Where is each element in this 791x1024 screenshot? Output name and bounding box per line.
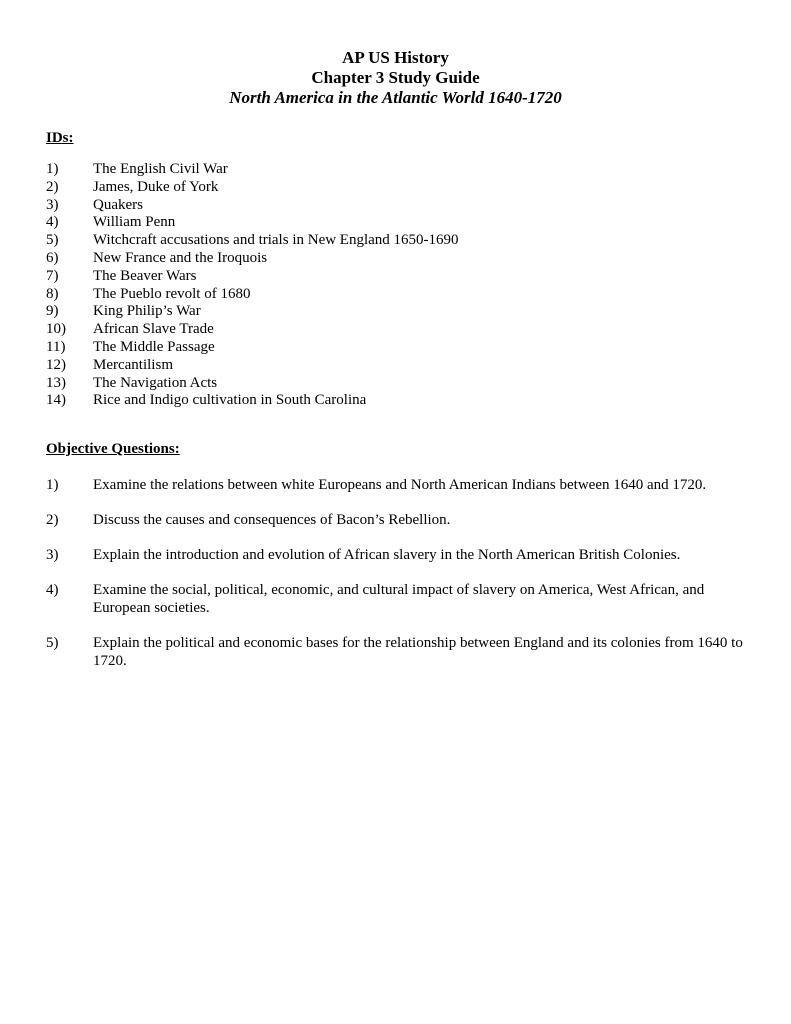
item-text: The Pueblo revolt of 1680 [93,285,251,302]
objective-questions-heading: Objective Questions: [46,441,180,457]
list-item [46,161,459,179]
question-number: 1) [46,477,59,493]
item-text: Rice and Indigo cultivation in South Carolina [93,392,367,409]
guide-title: Chapter 3 Study Guide [311,68,480,87]
item-text: The Middle Passage [93,338,215,355]
list-item [46,268,459,286]
item-number: 13) [46,374,66,391]
item-text: New France and the Iroquois [93,249,268,266]
course-title: AP US History [342,48,449,67]
item-text: Quakers [93,196,143,213]
item-number: 8) [46,285,59,302]
question-text: Discuss the causes and consequences of Bacon’s Rebellion. [93,512,451,528]
chapter-subtitle: North America in the Atlantic World 1640-1720 [229,88,562,107]
question-number: 4) [46,582,59,598]
item-text: Mercantilism [93,356,173,373]
item-number: 1) [46,161,59,177]
question-item [46,634,746,670]
list-item [46,321,459,339]
item-number: 7) [46,267,59,284]
question-item [46,511,746,529]
item-number: 5) [46,232,59,249]
item-text: William Penn [93,214,176,231]
question-item [46,581,746,617]
list-item [46,375,459,393]
list-item [46,179,459,197]
question-number: 3) [46,547,59,563]
item-text: James, Duke of York [93,178,219,195]
question-text: Explain the political and economic bases for the relationship between England and its colonies from 1640 to 1720. [93,635,743,669]
question-item [46,546,746,564]
objective-questions-list [46,476,746,687]
list-item [46,339,459,357]
item-number: 4) [46,214,59,231]
item-number: 14) [46,392,66,409]
list-item [46,197,459,215]
question-text: Examine the relations between white Europeans and North American Indians between 1640 and 1720. [93,477,707,493]
ids-heading: IDs: [46,130,74,146]
item-number: 9) [46,303,59,320]
question-number: 2) [46,512,59,528]
item-text: King Philip’s War [93,303,201,320]
item-number: 3) [46,196,59,213]
question-text: Explain the introduction and evolution of African slavery in the North American British Colonies. [93,547,681,563]
list-item [46,214,459,232]
item-text: African Slave Trade [93,321,214,338]
item-text: Witchcraft accusations and trials in New England 1650-1690 [93,232,459,249]
item-number: 12) [46,356,66,373]
list-item [46,357,459,375]
item-number: 10) [46,321,66,338]
list-item [46,250,459,268]
item-number: 6) [46,249,59,266]
document-header [0,48,791,108]
item-text: The Beaver Wars [93,267,197,284]
question-item [46,476,746,494]
item-text: The Navigation Acts [93,374,218,391]
ids-list [46,161,459,410]
question-text: Examine the social, political, economic, and cultural impact of slavery on America, West African, and European societies. [93,582,705,616]
item-number: 11) [46,338,66,355]
question-number: 5) [46,635,59,651]
item-number: 2) [46,178,59,195]
item-text: The English Civil War [93,161,228,177]
list-item [46,286,459,304]
list-item [46,232,459,250]
list-item [46,303,459,321]
list-item [46,392,459,410]
